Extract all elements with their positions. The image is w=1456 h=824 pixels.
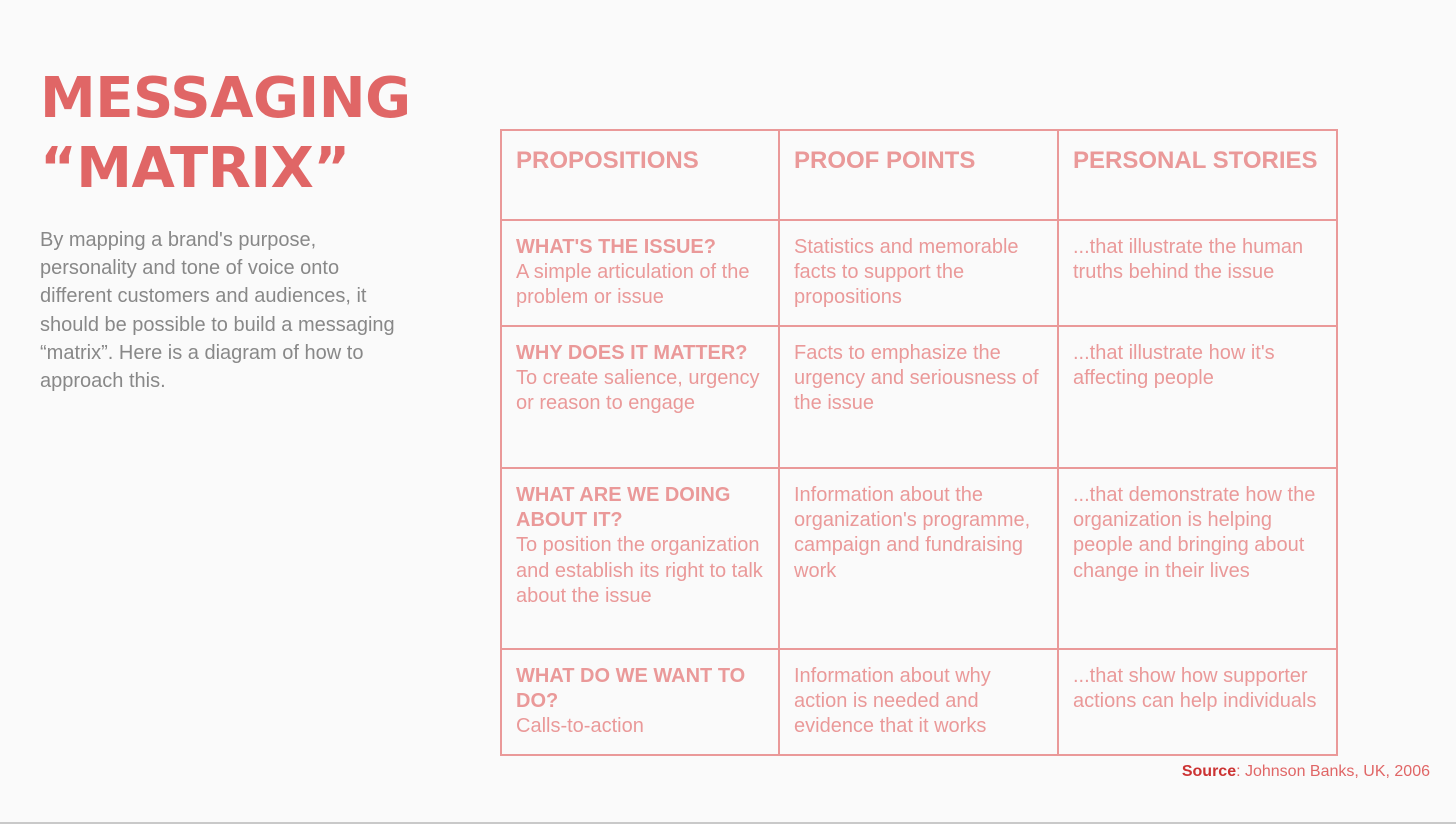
table-row bbox=[501, 649, 1337, 755]
story-cell: ...that illustrate the human truths behind the issue bbox=[1058, 220, 1337, 326]
proposition-cell bbox=[501, 326, 779, 468]
proposition-cell bbox=[501, 220, 779, 326]
row-question: WHAT DO WE WANT TO DO? bbox=[516, 665, 746, 713]
table-row bbox=[501, 468, 1337, 649]
proof-cell: Statistics and memorable facts to support the propositions bbox=[779, 220, 1058, 326]
table-header-row bbox=[501, 130, 1337, 220]
title-line-1: MESSAGING bbox=[40, 66, 411, 131]
proof-cell: Information about why action is needed and evidence that it works bbox=[779, 649, 1058, 755]
row-proposition: Calls-to-action bbox=[516, 715, 644, 738]
intro-paragraph: By mapping a brand's purpose, personality and tone of voice onto different customers and audiences, it should be possible to build a messaging “matrix”. Here is a diagram of how to approach this. bbox=[40, 229, 395, 393]
source-label: Source bbox=[1181, 763, 1237, 780]
proposition-cell bbox=[501, 649, 779, 755]
proof-cell: Facts to emphasize the urgency and seriousness of the issue bbox=[779, 326, 1058, 468]
row-proposition: To position the organization and establish its right to talk about the issue bbox=[516, 534, 763, 607]
messaging-matrix-table bbox=[500, 129, 1338, 756]
proposition-cell bbox=[501, 468, 779, 649]
source-citation bbox=[1182, 762, 1430, 782]
source-text: : Johnson Banks, UK, 2006 bbox=[1236, 763, 1430, 780]
table-row bbox=[501, 220, 1337, 326]
row-proposition: To create salience, urgency or reason to engage bbox=[516, 367, 760, 415]
row-question: WHAT'S THE ISSUE? bbox=[516, 236, 716, 258]
header-personal-stories: PERSONAL STORIES bbox=[1058, 130, 1337, 220]
header-propositions: PROPOSITIONS bbox=[501, 130, 779, 220]
story-cell: ...that show how supporter actions can help individuals bbox=[1058, 649, 1337, 755]
row-question: WHAT ARE WE DOING ABOUT IT? bbox=[516, 484, 731, 532]
row-question: WHY DOES IT MATTER? bbox=[516, 342, 748, 364]
proof-cell: Information about the organization's programme, campaign and fundraising work bbox=[779, 468, 1058, 649]
table-row bbox=[501, 326, 1337, 468]
title-line-2: “MATRIX” bbox=[40, 136, 350, 201]
row-proposition: A simple articulation of the problem or issue bbox=[516, 261, 750, 309]
page-title bbox=[40, 64, 411, 204]
story-cell: ...that illustrate how it's affecting people bbox=[1058, 326, 1337, 468]
story-cell: ...that demonstrate how the organization is helping people and bringing about change in their lives bbox=[1058, 468, 1337, 649]
header-proof-points: PROOF POINTS bbox=[779, 130, 1058, 220]
